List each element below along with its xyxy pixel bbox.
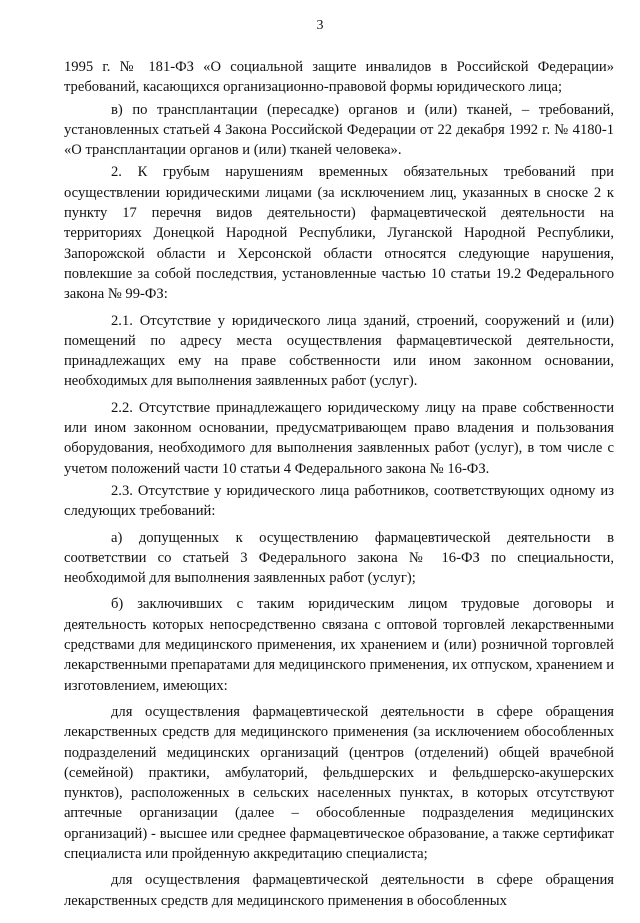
paragraph-2-1-premises: 2.1. Отсутствие у юридического лица зданий, строений, сооружений и (или) помещений по адресу места осуществления фармацевтической деятельности, принадлежащих ему на праве собственности или ином законном основании, необходимых для выполнения заявленных работ (услуг).: [64, 312, 614, 390]
paragraph-2-2-equipment: 2.2. Отсутствие принадлежащего юридическому лицу на праве собственности или ином законном основании, предусматривающем право владения и пользования оборудования, необходимого для выполнения заявленных работ (услуг), в том числе с учетом положений части 10 статьи 4 Федерального закона № 16-ФЗ.: [64, 399, 614, 477]
paragraph-2-3-staff: 2.3. Отсутствие у юридического лица работников, соответствующих одному из следующих требований:: [64, 482, 614, 520]
paragraph-transplantation: в) по трансплантации (пересадке) органов и (или) тканей, – требований, установленных статьей 4 Закона Российской Федерации от 22 декабря 1992 г. № 4180-1 «О трансплантации органов и (или) тканей человека».: [64, 101, 614, 159]
paragraph-pharma-activity-1: для осуществления фармацевтической деятельности в сфере обращения лекарственных средств для медицинского применения (за исключением обособленных подразделений медицинских организаций (центров (отделений) общей врачебной (семейной) практики, амбулаторий, фельдшерских и фельдшерско-акушерских пунктов), расположенных в сельских населенных пунктах, в которых отсутствуют аптечные организации (далее – обособленные подразделения медицинских организаций) - высшее или среднее фармацевтическое образование, а также сертификат специалиста или пройденную аккредитацию специалиста;: [64, 703, 614, 862]
paragraph-pharma-activity-2: для осуществления фармацевтической деятельности в сфере обращения лекарственных средств для медицинского применения в обособленных: [64, 872, 614, 909]
paragraph-law-181: 1995 г. № 181-ФЗ «О социальной защите инвалидов в Российской Федерации» требований, касающихся организационно-правовой формы юридического лица;: [64, 59, 614, 96]
document-body: [64, 57, 614, 911]
page-number: 3: [316, 18, 324, 33]
paragraph-item-b: б) заключивших с таким юридическим лицом трудовые договоры и деятельность которых непосредственно связана с оптовой торговлей лекарственными средствами для медицинского применения, их хранением и (или) розничной торговлей лекарственными препаратами для медицинского применения, их отпуском, хранением и изготовлением, имеющих:: [64, 596, 615, 694]
paragraph-item-a: а) допущенных к осуществлению фармацевтической деятельности в соответствии со статьей 3 Федерального закона № 16-ФЗ по специальности, необходимой для выполнения заявленных работ (услуг);: [64, 529, 614, 587]
paragraph-gross-violations: 2. К грубым нарушениям временных обязательных требований при осуществлении юридическими лицами (за исключением лиц, указанных в сноске 2 к пункту 17 перечня видов деятельности) фармацевтической деятельности на территориях Донецкой Народной Республики, Луганской Народной Республики, Запорожской области и Херсонской области относятся следующие нарушения, повлекшие за собой последствия, установленные частью 10 статьи 19.2 Федерального закона № 99-ФЗ:: [64, 164, 614, 303]
